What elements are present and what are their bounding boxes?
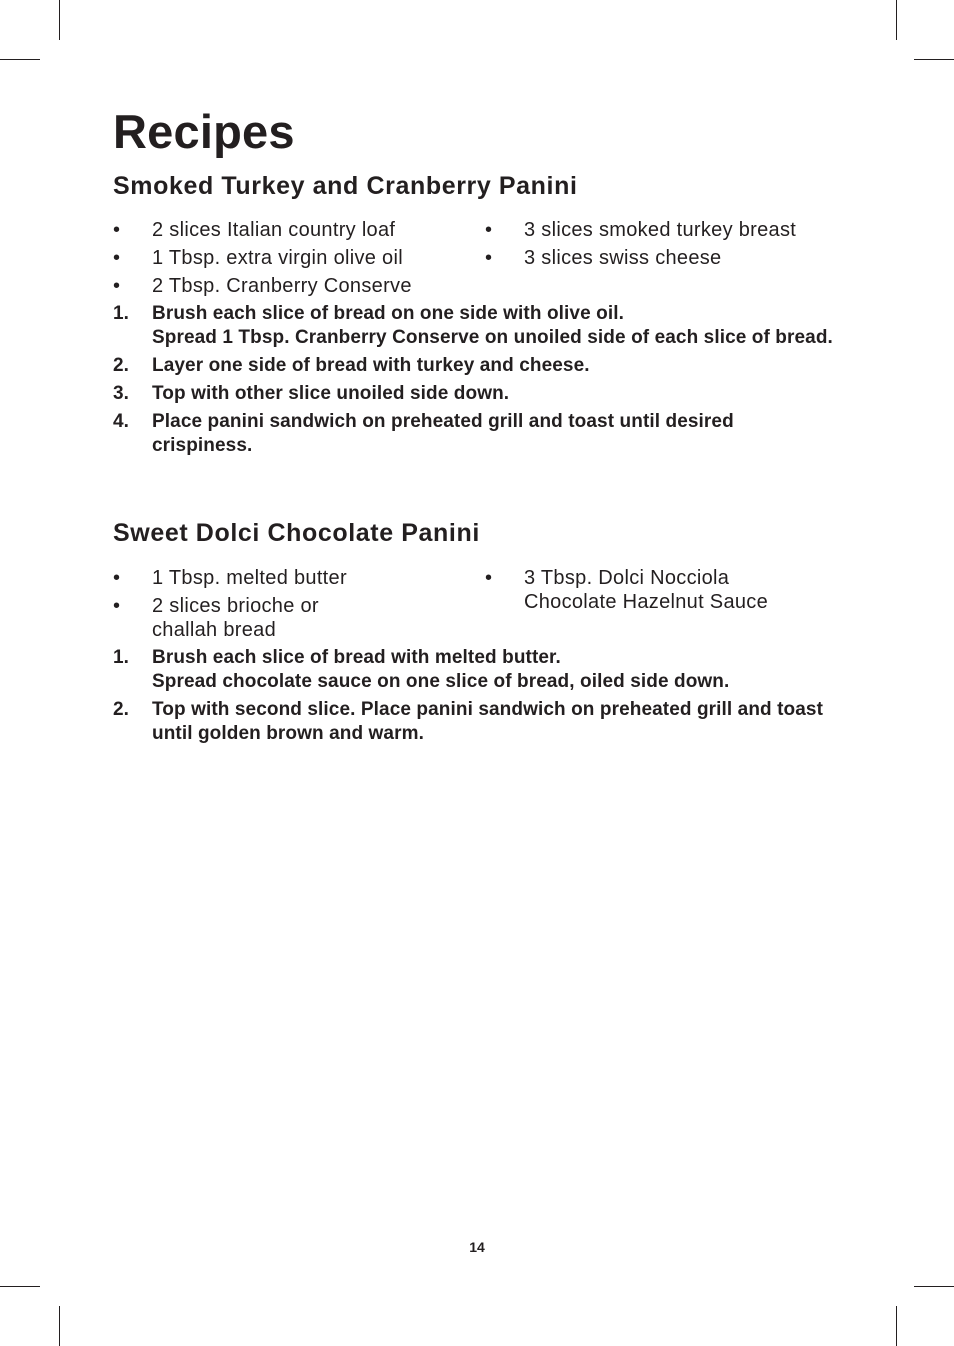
step-text: Brush each slice of bread on one side with olive oil. — [152, 303, 624, 324]
ingredient-item: • 2 Tbsp. Cranberry Conserve — [113, 274, 473, 298]
step-text: Place panini sandwich on preheated grill and toast until desired crispiness. — [152, 411, 734, 456]
step-item — [113, 698, 833, 746]
recipe-title: Sweet Dolci Chocolate Panini — [113, 519, 480, 547]
step-text: Brush each slice of bread with melted butter. — [152, 647, 561, 668]
step-number: 3. — [113, 383, 130, 404]
step-text: Top with second slice. Place panini sandwich on preheated grill and toast until golden brown and warm. — [152, 699, 824, 744]
crop-mark — [59, 0, 60, 40]
crop-mark — [896, 1306, 897, 1346]
step-list — [113, 302, 833, 462]
step-item — [113, 354, 833, 378]
ingredient-item: • 3 slices swiss cheese — [485, 246, 835, 270]
recipe-title: Smoked Turkey and Cranberry Panini — [113, 172, 578, 200]
ingredient-item: • 2 slices Italian country loaf — [113, 218, 473, 242]
crop-mark — [0, 59, 40, 60]
step-number: 2. — [113, 355, 130, 376]
crop-mark — [0, 1286, 40, 1287]
crop-mark — [896, 0, 897, 40]
ingredient-item: • 3 Tbsp. Dolci Nocciola Chocolate Hazelnut Sauce — [485, 566, 785, 614]
crop-mark — [59, 1306, 60, 1346]
crop-mark — [914, 1286, 954, 1287]
step-text: Layer one side of bread with turkey and cheese. — [152, 355, 590, 376]
ingredient-item: • 1 Tbsp. melted butter — [113, 566, 353, 590]
ingredient-item: • 3 slices smoked turkey breast — [485, 218, 835, 242]
step-text: Spread 1 Tbsp. Cranberry Conserve on unoiled side of each slice of bread. — [152, 327, 833, 348]
ingredient-list-left — [113, 218, 473, 302]
ingredient-list-right — [485, 218, 835, 274]
ingredient-list-right — [485, 566, 785, 618]
step-text: Top with other slice unoiled side down. — [152, 383, 510, 404]
step-number: 2. — [113, 699, 130, 720]
crop-mark — [914, 59, 954, 60]
ingredient-list-left — [113, 566, 353, 646]
step-item — [113, 302, 833, 350]
step-number: 1. — [113, 647, 130, 668]
page-title: Recipes — [113, 105, 295, 158]
ingredient-item: • 2 slices brioche or challah bread — [113, 594, 353, 642]
step-item — [113, 646, 833, 694]
step-item — [113, 410, 833, 458]
step-text: Spread chocolate sauce on one slice of bread, oiled side down. — [152, 671, 730, 692]
step-number: 1. — [113, 303, 130, 324]
ingredient-item: • 1 Tbsp. extra virgin olive oil — [113, 246, 473, 270]
step-list — [113, 646, 833, 750]
step-item — [113, 382, 833, 406]
step-number: 4. — [113, 411, 130, 432]
page-number: 14 — [469, 1239, 485, 1255]
